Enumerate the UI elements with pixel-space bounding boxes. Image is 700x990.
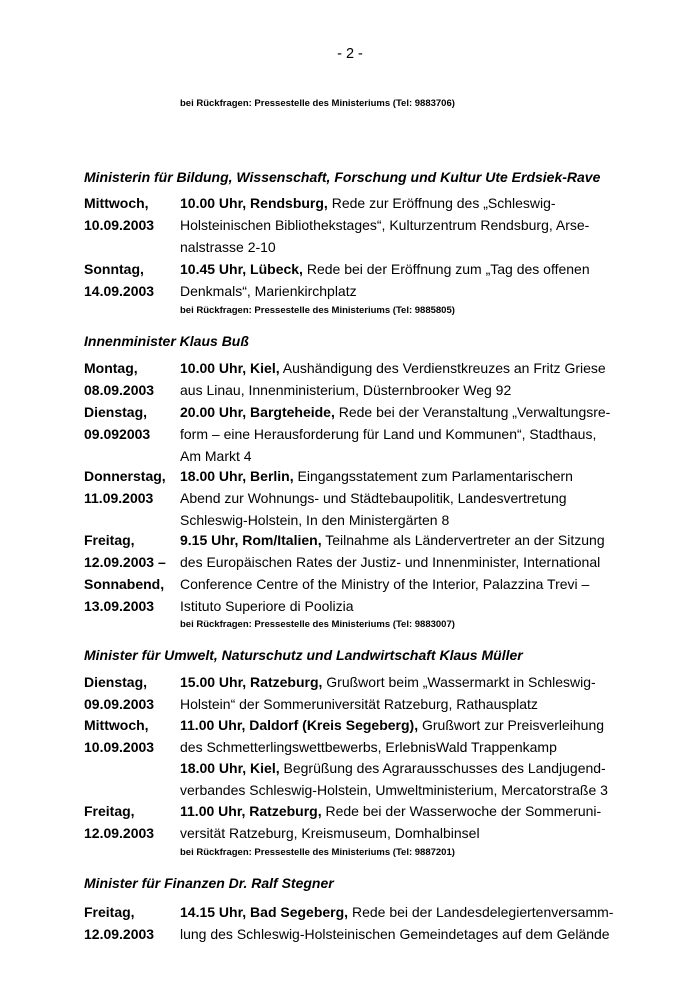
event-text: Eingangsstatement zum Parlamentarischern [293,468,573,484]
date: 10.09.2003 [84,739,155,755]
weekday: Sonntag, [84,261,144,277]
contact-note: bei Rückfragen: Pressestelle des Ministeriums (Tel: 9883706) [180,98,455,109]
date: 13.09.2003 [84,598,155,614]
weekday: Mittwoch, [84,195,149,211]
event-time-place: 18.00 Uhr, Kiel, [180,760,280,776]
section-heading-finanzen: Minister für Finanzen Dr. Ralf Stegner [84,875,334,891]
event-time-place: 9.15 Uhr, Rom/Italien, [180,532,322,548]
date: 09.09.2003 [84,696,155,712]
event-text: Rede bei der Wasserwoche der Sommeruni- [321,803,602,819]
weekday: Donnerstag, [84,468,166,484]
event-day [84,531,179,615]
date: 12.09.2003 – [84,554,166,570]
page-number: - 2 - [337,46,363,62]
date: 09.092003 [84,426,151,442]
weekday: Mittwoch, [84,717,149,733]
event-entry [180,467,573,529]
event-text: Rede bei der Landesdelegiertenversamm- [348,904,614,920]
weekday: Dienstag, [84,674,148,690]
date: 10.09.2003 [84,217,155,233]
weekday: Freitag, [84,904,135,920]
event-text: Grußwort beim „Wassermarkt in Schleswig- [322,674,596,690]
section-heading-bildung: Ministerin für Bildung, Wissenschaft, Forschung und Kultur Ute Erdsiek-Rave [84,169,601,185]
contact-note: bei Rückfragen: Pressestelle des Ministeriums (Tel: 9885805) [180,305,455,316]
event-text: form – eine Herausforderung für Land und Kommunen“, Stadthaus, [180,426,597,442]
event-text: Am Markt 4 [180,448,252,464]
event-entry [180,531,605,615]
event-day [84,467,179,507]
event-time-place: 11.00 Uhr, Daldorf (Kreis Segeberg), [180,717,419,733]
weekday: Montag, [84,360,138,376]
event-entry [180,194,589,256]
event-text: des Europäischen Rates der Justiz- und Innenminister, International [180,554,601,570]
event-text: aus Linau, Innenministerium, Düsternbrooker Weg 92 [180,382,512,398]
weekday: Dienstag, [84,404,148,420]
event-text: Aushändigung des Verdienstkreuzes an Fritz Griese [279,360,606,376]
event-entry [180,802,601,842]
event-entry [180,673,596,713]
event-day [84,403,179,443]
event-text: Holstein“ der Sommeruniversität Ratzeburg, Rathausplatz [180,696,538,712]
event-day [84,673,179,713]
date: 12.09.2003 [84,926,155,942]
event-text: Abend zur Wohnungs- und Städtebaupolitik, Landesvertretung [180,490,567,506]
event-day [84,194,179,234]
event-text: des Schmetterlingswettbewerbs, ErlebnisWald Trappenkamp [180,739,557,755]
date: 08.09.2003 [84,382,155,398]
event-text: Conference Centre of the Ministry of the Interior, Palazzina Trevi – [180,576,590,592]
event-entry [180,759,608,799]
event-text: Denkmals“, Marienkirchplatz [180,283,357,299]
event-time-place: 10.00 Uhr, Kiel, [180,360,280,376]
event-time-place: 18.00 Uhr, Berlin, [180,468,294,484]
event-text: Teilnahme als Ländervertreter an der Sitzung [321,532,605,548]
event-text: Rede bei der Eröffnung zum „Tag des offenen [302,261,590,277]
event-day [84,716,179,756]
weekday: Freitag, [84,532,135,548]
event-text: Rede bei der Veranstaltung „Verwaltungsre- [334,404,611,420]
event-entry [180,403,610,465]
date: 14.09.2003 [84,283,155,299]
weekday: Freitag, [84,803,135,819]
event-time-place: 14.15 Uhr, Bad Segeberg, [180,904,349,920]
event-text: Grußwort zur Preisverleihung [418,717,605,733]
weekday: Sonnabend, [84,576,165,592]
event-day [84,260,179,300]
event-entry [180,260,590,300]
event-text: Begrüßung des Agrarausschusses des Landjugend- [279,760,606,776]
section-heading-innen: Innenminister Klaus Buß [84,333,249,349]
event-time-place: 10.00 Uhr, Rendsburg, [180,195,328,211]
event-text: Rede zur Eröffnung des „Schleswig- [327,195,556,211]
event-time-place: 20.00 Uhr, Bargteheide, [180,404,335,420]
event-entry [180,359,606,399]
event-entry [180,903,613,943]
event-text: lung des Schleswig-Holsteinischen Gemeindetages auf dem Gelände [180,926,610,942]
event-day [84,903,179,943]
contact-note: bei Rückfragen: Pressestelle des Ministeriums (Tel: 9883007) [180,619,455,630]
event-text: versität Ratzeburg, Kreismuseum, Domhalbinsel [180,825,480,841]
event-time-place: 11.00 Uhr, Ratzeburg, [180,803,322,819]
event-text: nalstrasse 2-10 [180,239,276,255]
event-text: Istituto Superiore di Poolizia [180,598,354,614]
date: 12.09.2003 [84,825,155,841]
event-text: Schleswig-Holstein, In den Ministergärten 8 [180,512,450,528]
section-heading-umwelt: Minister für Umwelt, Naturschutz und Landwirtschaft Klaus Müller [84,647,523,663]
date: 11.09.2003 [84,490,154,506]
event-day [84,359,179,399]
event-time-place: 10.45 Uhr, Lübeck, [180,261,303,277]
event-day [84,802,179,842]
event-text: Holsteinischen Bibliothekstages“, Kulturzentrum Rendsburg, Arse- [180,217,590,233]
event-entry [180,716,604,756]
contact-note: bei Rückfragen: Pressestelle des Ministeriums (Tel: 9887201) [180,847,455,858]
event-text: verbandes Schleswig-Holstein, Umweltministerium, Mercatorstraße 3 [180,782,608,798]
event-time-place: 15.00 Uhr, Ratzeburg, [180,674,323,690]
